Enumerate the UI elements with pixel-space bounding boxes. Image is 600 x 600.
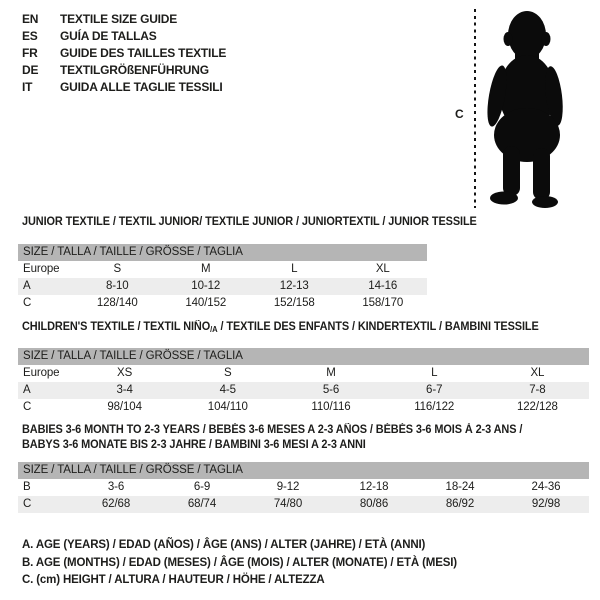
section-title-line: [22, 320, 561, 337]
table-cell: 152/158: [273, 297, 315, 309]
table-cell: 12-13: [279, 280, 309, 292]
section-babies: [18, 423, 589, 513]
language-list: [22, 11, 226, 96]
row-label: A: [23, 384, 31, 396]
section-title: [22, 423, 561, 453]
table-row: [18, 278, 427, 295]
table-row: [18, 382, 589, 399]
table-row: [18, 496, 589, 513]
footnote-line: C. (cm) HEIGHT / ALTURA / HAUTEUR / HÖHE / ALTEZZA: [22, 574, 325, 586]
table-cell: 8-10: [105, 280, 129, 292]
language-row: [22, 28, 226, 45]
table-cell: 116/122: [414, 401, 455, 413]
table-cell: 10-12: [191, 280, 221, 292]
row-label: Europe: [23, 367, 60, 379]
table-cell: 6-9: [193, 481, 211, 493]
row-label: C: [23, 498, 32, 510]
table-row: [18, 479, 589, 496]
section-title-line: [22, 423, 561, 438]
table-cell: 122/128: [516, 401, 558, 413]
table-cell: 12-18: [359, 481, 389, 493]
table-cell: M: [201, 263, 211, 275]
table-cell: 6-7: [426, 384, 443, 396]
section-title-text: / TEXTILE DES ENFANTS / KINDERTEXTIL / BAMBINI TESSILE: [217, 321, 539, 333]
section-title-text: CHILDREN'S TEXTILE / TEXTIL NIÑO: [22, 321, 211, 333]
table-cell: 158/170: [362, 297, 404, 309]
language-row: [22, 11, 226, 28]
table-cell: 92/98: [531, 498, 561, 510]
section-title: [22, 320, 561, 337]
table-cell: XL: [375, 263, 390, 275]
table-cell: 74/80: [273, 498, 303, 510]
section-children: [18, 320, 589, 416]
table-cell: 128/140: [96, 297, 138, 309]
table-cell: 18-24: [445, 481, 475, 493]
table-row: [18, 365, 589, 382]
section-junior: [18, 215, 477, 312]
size-table: [18, 462, 589, 513]
language-code: FR: [22, 46, 38, 60]
table-cell: 80/86: [359, 498, 389, 510]
table-cell: 24-36: [531, 481, 561, 493]
language-label: GUIDA ALLE TAGLIE TESSILI: [60, 80, 223, 94]
table-cell: 86/92: [445, 498, 475, 510]
height-measure-line: [474, 9, 476, 208]
language-label: TEXTILE SIZE GUIDE: [60, 12, 178, 26]
section-title-line: [22, 215, 477, 230]
table-cell: 5-6: [322, 384, 340, 396]
size-table: [18, 244, 427, 312]
table-cell: L: [291, 263, 298, 275]
table-cell: 110/116: [311, 401, 351, 413]
row-label: Europe: [23, 263, 60, 275]
footnotes: [22, 537, 457, 590]
table-cell: XS: [117, 367, 133, 379]
table-cell: 14-16: [368, 280, 398, 292]
size-table-header: SIZE / TALLA / TAILLE / GRÖSSE / TAGLIA: [18, 244, 427, 261]
section-title-line: [22, 438, 561, 453]
language-code: IT: [22, 80, 33, 94]
table-cell: 3-6: [107, 481, 125, 493]
section-title-text: /A: [210, 325, 218, 334]
language-code: ES: [22, 29, 38, 43]
table-cell: S: [113, 263, 122, 275]
row-label: C: [23, 297, 32, 309]
baby-silhouette-icon: [487, 8, 569, 208]
table-cell: 3-4: [116, 384, 133, 396]
language-label: GUÍA DE TALLAS: [60, 29, 157, 43]
table-cell: 68/74: [187, 498, 217, 510]
footnote-line: A. AGE (YEARS) / EDAD (AÑOS) / ÂGE (ANS) / ALTER (JAHRE) / ETÀ (ANNI): [22, 539, 426, 551]
table-cell: 104/110: [207, 401, 248, 413]
table-cell: 98/104: [107, 401, 142, 413]
table-row: [18, 261, 427, 278]
language-code: DE: [22, 63, 39, 77]
table-row: [18, 295, 427, 312]
row-label: C: [23, 401, 32, 413]
table-row: [18, 399, 589, 416]
table-cell: XL: [530, 367, 545, 379]
language-row: [22, 79, 226, 96]
table-cell: M: [326, 367, 336, 379]
size-table: [18, 348, 589, 416]
table-cell: 140/152: [185, 297, 227, 309]
height-measure-label: C: [455, 107, 464, 121]
size-table-header: SIZE / TALLA / TAILLE / GRÖSSE / TAGLIA: [18, 348, 589, 365]
table-cell: 62/68: [101, 498, 131, 510]
footnote-line: B. AGE (MONTHS) / EDAD (MESES) / ÂGE (MOIS) / ALTER (MONATE) / ETÀ (MESI): [22, 556, 457, 569]
section-title: [22, 215, 477, 230]
language-label: GUIDE DES TAILLES TEXTILE: [60, 46, 227, 60]
table-cell: S: [224, 367, 232, 379]
section-title-text: JUNIOR TEXTILE / TEXTIL JUNIOR/ TEXTILE JUNIOR / JUNIORTEXTIL / JUNIOR TESSILE: [22, 216, 477, 228]
table-cell: L: [431, 367, 438, 379]
section-title-text: BABYS 3-6 MONATE BIS 2-3 JAHRE / BAMBINI 3-6 MESI A 2-3 ANNI: [22, 439, 366, 451]
table-cell: 9-12: [276, 481, 300, 493]
section-title-text: BABIES 3-6 MONTH TO 2-3 YEARS / BEBÉS 3-6 MESES A 2-3 AÑOS / BÉBÉS 3-6 MOIS À 2-3 ANS /: [22, 424, 523, 436]
size-table-header: SIZE / TALLA / TAILLE / GRÖSSE / TAGLIA: [18, 462, 589, 479]
language-label: TEXTILGRÖßENFÜHRUNG: [60, 63, 209, 77]
row-label: B: [23, 481, 31, 493]
language-row: [22, 45, 226, 62]
language-row: [22, 62, 226, 79]
table-cell: 4-5: [219, 384, 236, 396]
language-code: EN: [22, 12, 39, 26]
table-cell: 7-8: [529, 384, 546, 396]
row-label: A: [23, 280, 31, 292]
